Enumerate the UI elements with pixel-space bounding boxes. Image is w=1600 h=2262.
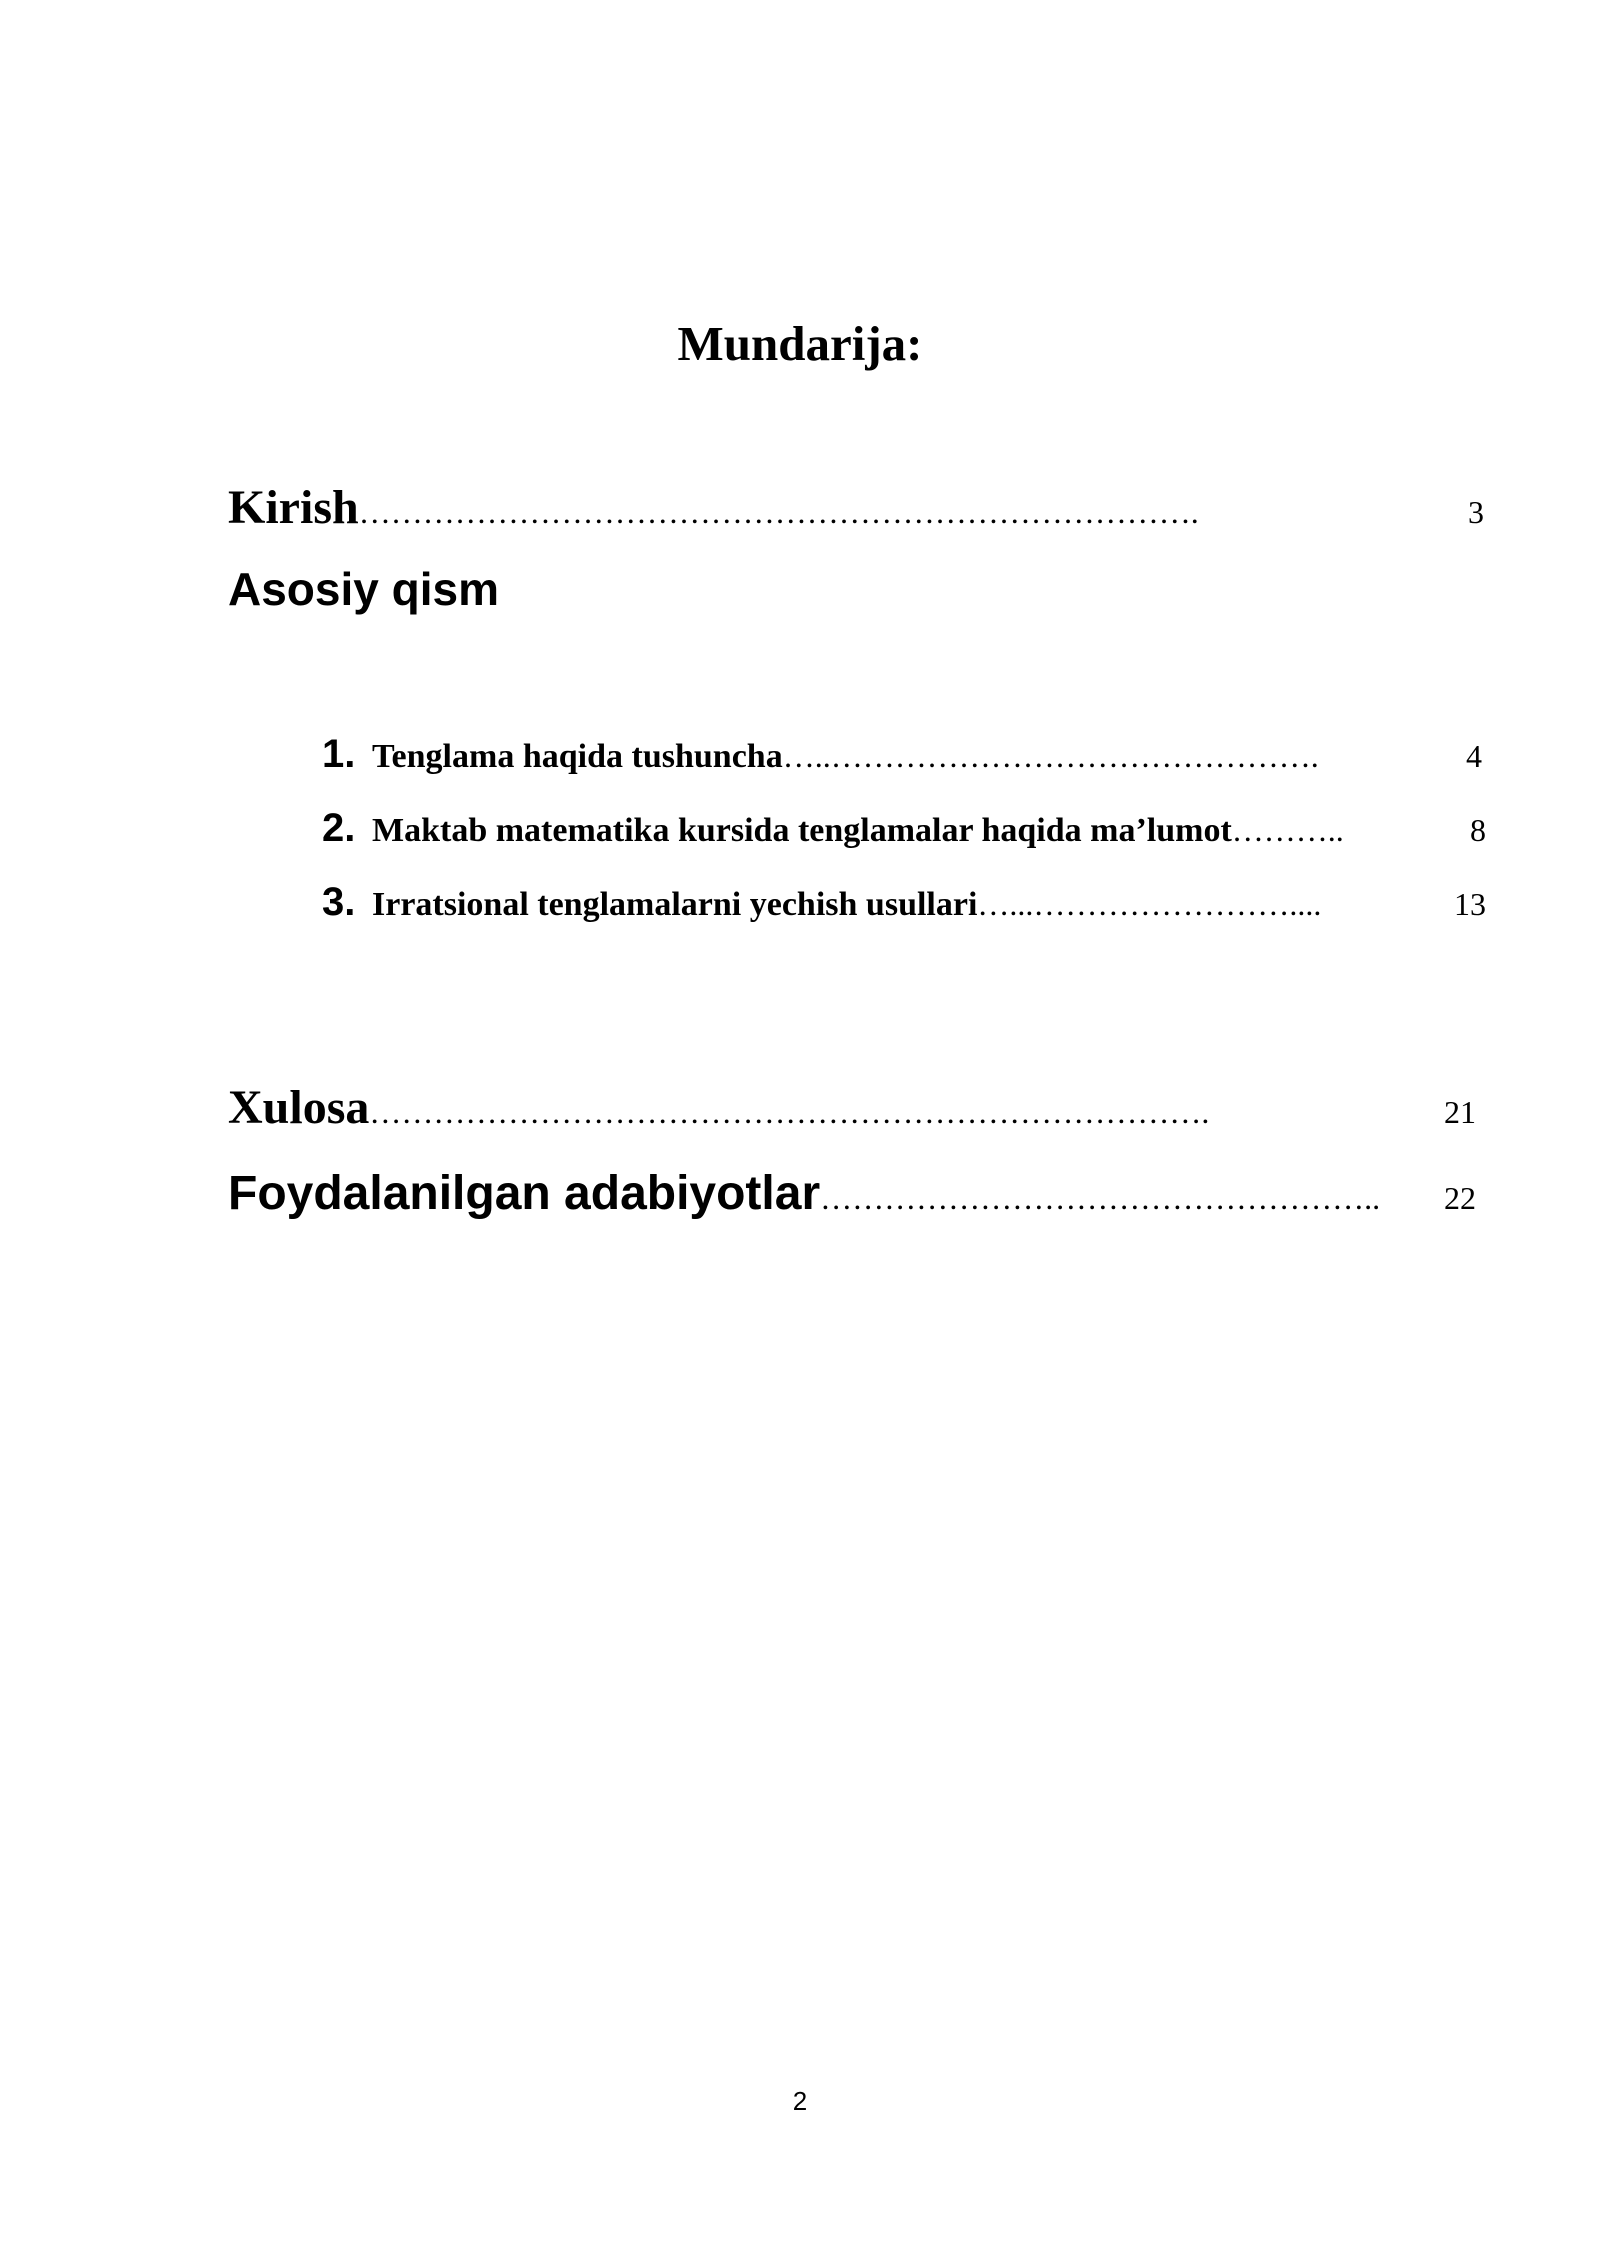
toc-subentry-label: Tenglama haqida tushuncha xyxy=(372,738,783,775)
toc-entry-foydalanilgan-adabiyotlar[interactable] xyxy=(228,1166,1476,1221)
toc-subentry-label: Maktab matematika kursida tenglamalar haqida ma’lumot xyxy=(372,812,1232,849)
toc-page-number: 8 xyxy=(1470,812,1486,848)
toc-subentry-number: 2. xyxy=(322,806,356,850)
toc-leader-dots: ……………………………………………………………………. xyxy=(358,494,1199,530)
toc-leader-dots: ……….. xyxy=(1231,812,1344,848)
toc-heading-asosiy-qism: Asosiy qism xyxy=(228,563,499,615)
toc-title: Mundarija: xyxy=(677,316,923,371)
toc-subentry-1[interactable] xyxy=(322,732,1482,777)
footer-page-number: 2 xyxy=(792,2086,808,2116)
toc-leader-dots: …………………………………………….. xyxy=(820,1180,1381,1216)
toc-subentry-label: Irratsional tenglamalarni yechish usullari xyxy=(372,886,978,923)
toc-page-number: 13 xyxy=(1454,886,1486,922)
toc-page-number: 21 xyxy=(1444,1094,1476,1130)
toc-subentry-number: 3. xyxy=(322,880,356,924)
toc-subentry-2[interactable] xyxy=(322,806,1486,851)
toc-entry-label: Xulosa xyxy=(228,1081,370,1134)
toc-page-number: 4 xyxy=(1466,738,1482,774)
toc-leader-dots: …..………………………………………. xyxy=(782,738,1319,774)
toc-leader-dots: ……………………………………………………………………. xyxy=(369,1094,1210,1130)
toc-entry-xulosa[interactable] xyxy=(228,1080,1476,1135)
toc-leader-dots: …...…………………….... xyxy=(977,886,1322,922)
toc-page-number: 3 xyxy=(1468,494,1484,530)
toc-entry-label: Kirish xyxy=(228,481,359,534)
toc-subentry-number: 1. xyxy=(322,732,356,776)
toc-page-number: 22 xyxy=(1444,1180,1476,1216)
toc-subentry-3[interactable] xyxy=(322,880,1486,925)
toc-entry-label: Foydalanilgan adabiyotlar xyxy=(228,1167,821,1220)
toc-entry-kirish[interactable] xyxy=(228,480,1484,535)
